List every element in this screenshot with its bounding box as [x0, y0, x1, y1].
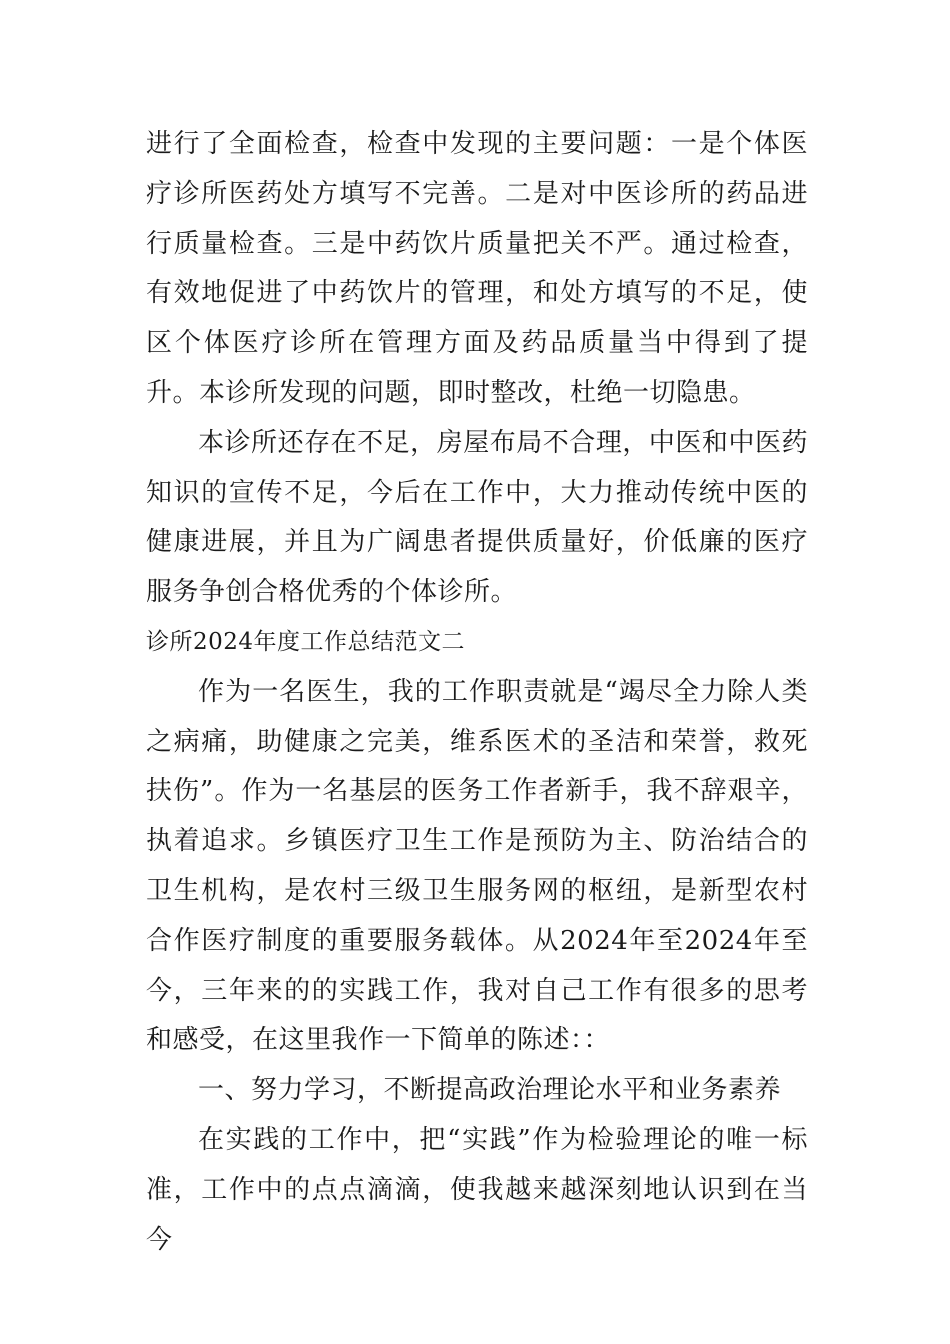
section-title: 诊所2024年度工作总结范文二: [146, 628, 466, 655]
paragraph-practice: 在实践的工作中，把“实践”作为检验理论的唯一标准，工作中的点点滴滴，使我越来越深刻地认识到在当今: [146, 1124, 808, 1255]
paragraph-doctor-duty: 作为一名医生，我的工作职责就是“竭尽全力除人类之病痛，助健康之完美，维系医术的圣洁和荣誉，救死扶伤”。作为一名基层的医务工作者新手，我不辞艰辛，执着追求。乡镇医疗卫生工作是预防为主、防治结合的卫生机构，是农村三级卫生服务网的枢纽，是新型农村合作医疗制度的重要服务载体。从2024年至2024年至今，三年来的的实践工作，我对自己工作有很多的思考和感受，在这里我作一下简单的陈述：：: [146, 676, 808, 1056]
paragraph-inspection: 进行了全面检查，检查中发现的主要问题：一是个体医疗诊所医药处方填写不完善。二是对中医诊所的药品进行质量检查。三是中药饮片质量把关不严。通过检查，有效地促进了中药饮片的管理，和处方填写的不足，使区个体医疗诊所在管理方面及药品质量当中得到了提升。本诊所发现的问题，即时整改，杜绝一切隐患。: [146, 129, 808, 408]
paragraph-shortcomings: 本诊所还存在不足，房屋布局不合理，中医和中医药知识的宣传不足，今后在工作中，大力推动传统中医的健康进展，并且为广阔患者提供质量好，价低廉的医疗服务争创合格优秀的个体诊所。: [146, 427, 808, 608]
subheading-study: 一、努力学习，不断提高政治理论水平和业务素养: [198, 1075, 782, 1106]
document-body: [146, 120, 808, 1265]
